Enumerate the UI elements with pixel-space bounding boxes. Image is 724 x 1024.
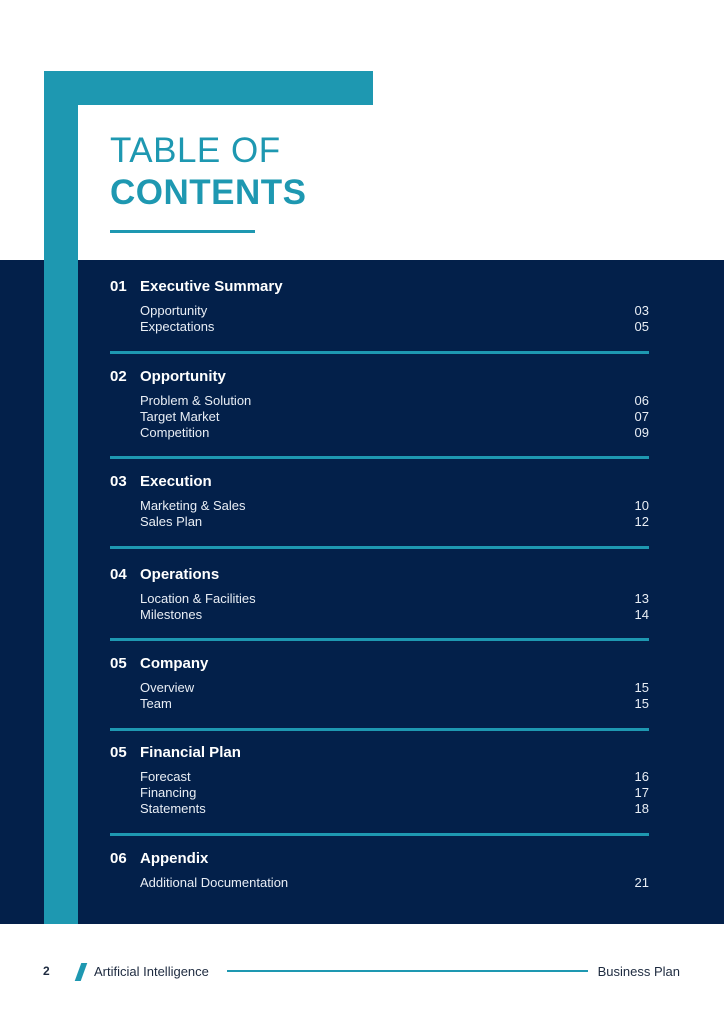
- toc-section-title: Operations: [140, 566, 220, 583]
- toc-item[interactable]: [110, 696, 649, 712]
- toc-item-page: 16: [634, 769, 649, 784]
- toc-section-number: 02: [110, 368, 127, 385]
- toc-item-label: Competition: [140, 425, 210, 440]
- toc-section: [110, 277, 649, 335]
- footer-page-number: 2: [43, 964, 50, 978]
- toc-item-list: [110, 591, 649, 623]
- toc-item-page: 15: [634, 696, 649, 711]
- toc-section-title: Company: [140, 655, 209, 672]
- toc-item-list: [110, 498, 649, 530]
- toc-item-label: Statements: [140, 801, 206, 816]
- toc-item[interactable]: [110, 607, 649, 623]
- toc-item-list: [110, 680, 649, 712]
- toc-item-page: 14: [634, 607, 649, 622]
- toc-section-title: Appendix: [140, 850, 209, 867]
- toc-item-page: 05: [634, 319, 649, 334]
- toc-item-label: Sales Plan: [140, 514, 203, 529]
- toc-item-label: Overview: [140, 680, 195, 695]
- accent-bar-top: [44, 71, 373, 105]
- toc-item[interactable]: [110, 393, 649, 409]
- toc-item-page: 15: [634, 680, 649, 695]
- toc-item-page: 18: [634, 801, 649, 816]
- toc-item[interactable]: [110, 498, 649, 514]
- toc-section-number: 05: [110, 744, 127, 761]
- toc-item[interactable]: [110, 875, 649, 891]
- toc-item-page: 17: [634, 785, 649, 800]
- toc-item[interactable]: [110, 303, 649, 319]
- toc-item[interactable]: [110, 591, 649, 607]
- toc-item[interactable]: [110, 680, 649, 696]
- toc-section-heading[interactable]: [110, 277, 649, 297]
- toc-item-label: Team: [140, 696, 172, 711]
- footer-left-text: Artificial Intelligence: [94, 964, 209, 979]
- toc-item-page: 07: [634, 409, 649, 424]
- toc-item-label: Milestones: [140, 607, 203, 622]
- toc-section-number: 01: [110, 278, 127, 295]
- toc-section: [110, 472, 649, 530]
- toc-section: [110, 743, 649, 817]
- toc-item-label: Expectations: [140, 319, 215, 334]
- section-divider: [110, 638, 649, 641]
- toc-item-page: 13: [634, 591, 649, 606]
- toc-item-label: Financing: [140, 785, 197, 800]
- section-divider: [110, 351, 649, 354]
- toc-item-page: 10: [634, 498, 649, 513]
- section-divider: [110, 833, 649, 836]
- footer-right-text: Business Plan: [597, 964, 680, 979]
- title-underline: [110, 230, 255, 233]
- page-title-line1: TABLE OF: [110, 131, 281, 170]
- toc-item-page: 21: [634, 875, 649, 890]
- toc-item-label: Forecast: [140, 769, 191, 784]
- section-divider: [110, 546, 649, 549]
- toc-section-heading[interactable]: [110, 472, 649, 492]
- toc-section-heading[interactable]: [110, 654, 649, 674]
- toc-item[interactable]: [110, 785, 649, 801]
- toc-item[interactable]: [110, 801, 649, 817]
- toc-section-heading[interactable]: [110, 849, 649, 869]
- toc-section-title: Executive Summary: [140, 278, 283, 295]
- toc-item[interactable]: [110, 769, 649, 785]
- toc-section: [110, 367, 649, 441]
- toc-item-list: [110, 769, 649, 817]
- toc-item-label: Additional Documentation: [140, 875, 289, 890]
- toc-item-list: [110, 303, 649, 335]
- toc-item[interactable]: [110, 514, 649, 530]
- toc-section-title: Financial Plan: [140, 744, 241, 761]
- toc-item-list: [110, 875, 649, 891]
- footer-rule: [227, 970, 588, 972]
- toc-section: [110, 565, 649, 623]
- toc-item-page: 06: [634, 393, 649, 408]
- toc-section-heading[interactable]: [110, 743, 649, 763]
- toc-item-label: Problem & Solution: [140, 393, 252, 408]
- toc-section-number: 04: [110, 566, 127, 583]
- toc-item-page: 03: [634, 303, 649, 318]
- toc-item-label: Marketing & Sales: [140, 498, 246, 513]
- page-title-line2: CONTENTS: [110, 173, 307, 212]
- toc-item[interactable]: [110, 319, 649, 335]
- toc-item-label: Location & Facilities: [140, 591, 256, 606]
- toc-item-page: 12: [634, 514, 649, 529]
- toc-item[interactable]: [110, 409, 649, 425]
- accent-bar-left: [44, 71, 78, 924]
- toc-section-heading[interactable]: [110, 367, 649, 387]
- toc-section: [110, 849, 649, 891]
- toc-item-label: Target Market: [140, 409, 220, 424]
- toc-item-list: [110, 393, 649, 441]
- toc-section: [110, 654, 649, 712]
- toc-section-heading[interactable]: [110, 565, 649, 585]
- toc-section-number: 03: [110, 473, 127, 490]
- toc-item-page: 09: [634, 425, 649, 440]
- footer-slash-icon: [75, 963, 88, 981]
- section-divider: [110, 456, 649, 459]
- toc-section-title: Opportunity: [140, 368, 226, 385]
- section-divider: [110, 728, 649, 731]
- toc-section-title: Execution: [140, 473, 212, 490]
- toc-item-label: Opportunity: [140, 303, 208, 318]
- toc-item[interactable]: [110, 425, 649, 441]
- toc-section-number: 06: [110, 850, 127, 867]
- toc-section-number: 05: [110, 655, 127, 672]
